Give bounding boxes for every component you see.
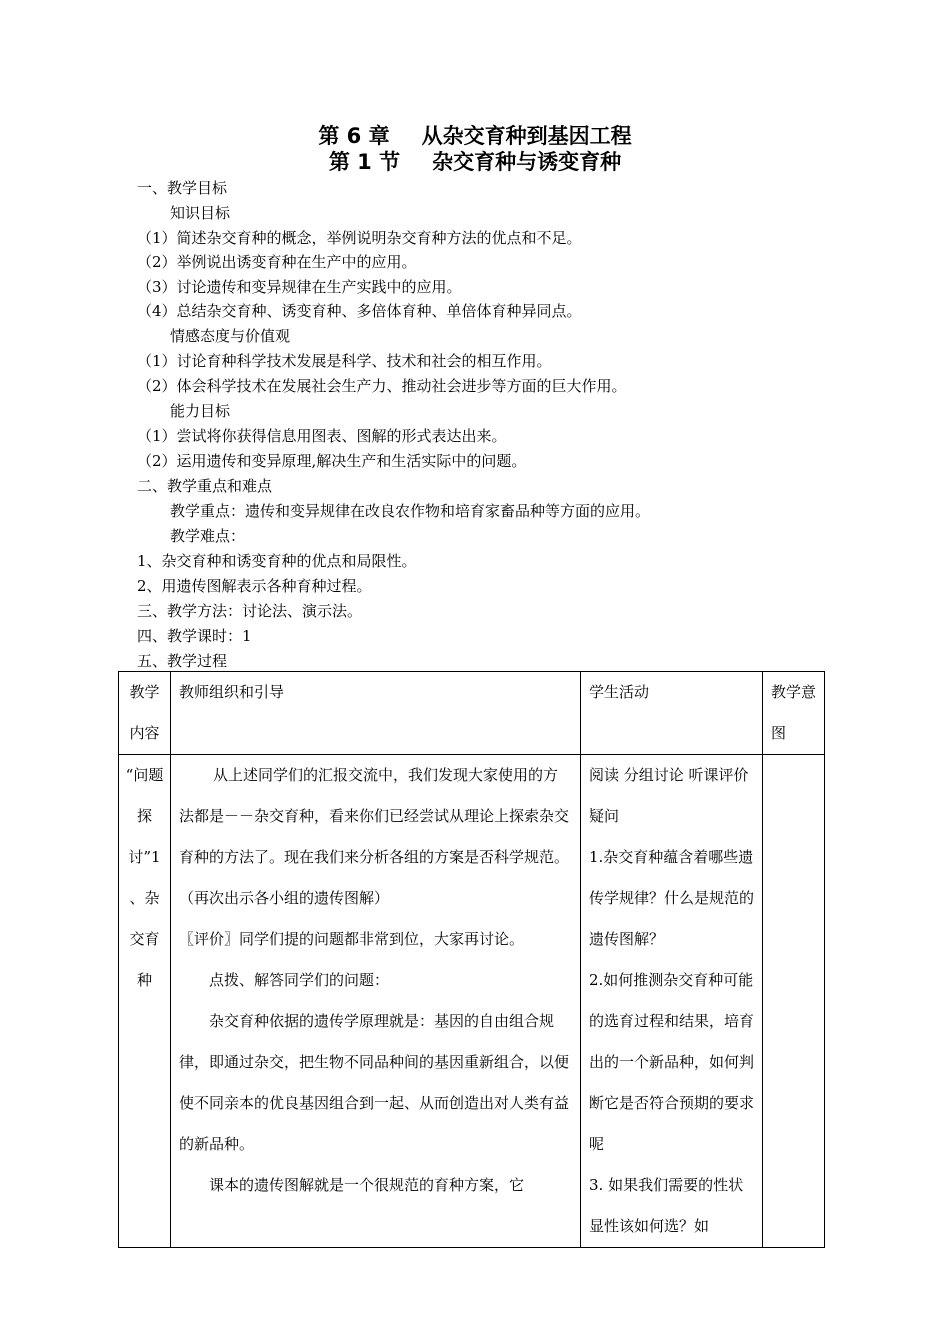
- chapter-title: [0, 123, 950, 149]
- section-number: 第 1 节: [328, 150, 401, 174]
- row-intent: [763, 755, 825, 1248]
- student-paragraph: 1.杂交育种蕴含着哪些遗传学规律？什么是规范的遗传图解？: [589, 848, 755, 948]
- teacher-paragraph: 点拨、解答同学们的问题：: [209, 971, 390, 989]
- row-student: [581, 755, 763, 1248]
- table-row: [119, 755, 825, 1248]
- attitude-item: （2）体会科学技术在发展社会生产力、推动社会进步等方面的巨大作用。: [137, 377, 627, 395]
- difficulty-item: 1、杂交育种和诱变育种的优点和局限性。: [137, 552, 417, 570]
- ability-item: （2）运用遗传和变异原理,解决生产和生活实际中的问题。: [137, 452, 527, 470]
- header-intent: 教学意图: [763, 672, 825, 755]
- process-table: [118, 671, 825, 1248]
- knowledge-item: （1）简述杂交育种的概念，举例说明杂交育种方法的优点和不足。: [137, 229, 582, 247]
- student-paragraph: 2.如何推测杂交育种可能的选育过程和结果，培育出的一个新品种，如何判断它是否符合预期的要求呢: [589, 971, 755, 1153]
- teacher-paragraph: 课本的遗传图解就是一个很规范的育种方案，它: [209, 1176, 525, 1194]
- ability-item: （1）尝试将你获得信息用图表、图解的形式表达出来。: [137, 427, 507, 445]
- knowledge-item: （4）总结杂交育种、诱变育种、多倍体育种、单倍体育种异同点。: [137, 302, 582, 320]
- row-teacher: [171, 755, 581, 1248]
- teacher-paragraph: 从上述同学们的汇报交流中，我们发现大家使用的方法都是－－杂交育种，看来你们已经尝试从理论上探索杂交育种的方法了。现在我们来分析各组的方案是否科学规范。: [179, 766, 570, 866]
- knowledge-heading: 知识目标: [170, 204, 231, 222]
- teacher-paragraph: （再次出示各小组的遗传图解）: [179, 889, 390, 907]
- header-teacher: 教师组织和引导: [171, 672, 581, 755]
- section-name: 杂交育种与诱变育种: [432, 150, 622, 174]
- attitude-item: （1）讨论育种科学技术发展是科学、技术和社会的相互作用。: [137, 352, 552, 370]
- objectives-heading: 一、教学目标: [137, 179, 228, 197]
- section-title: [0, 149, 950, 175]
- knowledge-item: （2）举例说出诱变育种在生产中的应用。: [137, 253, 417, 271]
- attitude-heading: 情感态度与价值观: [170, 327, 291, 345]
- row-content: “问题探讨”1 、杂交育种: [119, 755, 171, 1248]
- process-heading: 五、教学过程: [137, 652, 228, 670]
- teaching-hours: 四、教学课时：1: [137, 627, 252, 645]
- table-header-row: [119, 672, 825, 755]
- chapter-name: 从杂交育种到基因工程: [421, 124, 632, 148]
- chapter-number: 第 6 章: [318, 124, 390, 148]
- student-paragraph: 3. 如果我们需要的性状显性该如何选？如: [589, 1176, 744, 1235]
- header-content: 教学内容: [119, 672, 171, 755]
- key-points-heading: 二、教学重点和难点: [137, 477, 273, 495]
- ability-heading: 能力目标: [170, 402, 231, 420]
- knowledge-item: （3）讨论遗传和变异规律在生产实践中的应用。: [137, 278, 462, 296]
- key-focus: 教学重点：遗传和变异规律在改良农作物和培育家畜品种等方面的应用。: [170, 502, 651, 520]
- student-paragraph: 阅读 分组讨论 听课评价 疑问: [589, 766, 749, 825]
- difficulty-item: 2、用遗传图解表示各种育种过程。: [137, 577, 372, 595]
- teacher-paragraph: 杂交育种依据的遗传学原理就是：基因的自由组合规律，即通过杂交，把生物不同品种间的基因重新组合，以便使不同亲本的优良基因组合到一起、从而创造出对人类有益的新品种。: [179, 1012, 570, 1153]
- teacher-paragraph: 〖评价〗同学们提的问题都非常到位，大家再讨论。: [179, 930, 525, 948]
- header-student: 学生活动: [581, 672, 763, 755]
- teaching-method: 三、教学方法：讨论法、演示法。: [137, 602, 363, 620]
- difficulty-heading: 教学难点：: [170, 527, 246, 545]
